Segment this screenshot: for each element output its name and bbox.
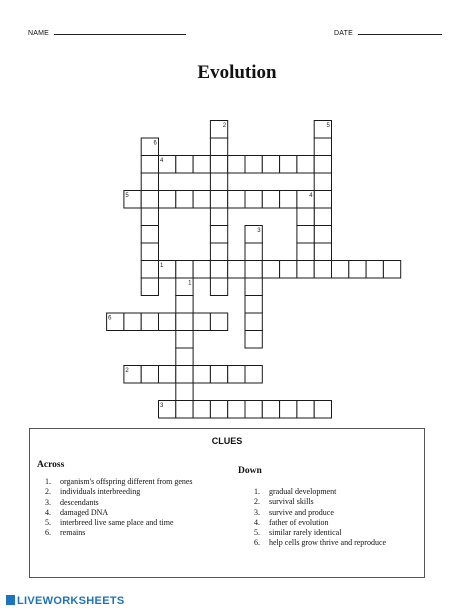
answer-cell[interactable] <box>141 313 158 331</box>
answer-cell[interactable] <box>176 366 193 384</box>
answer-cell[interactable] <box>332 261 349 279</box>
clue-number-down-3: 3 <box>257 228 261 234</box>
answer-cell[interactable] <box>193 261 210 279</box>
answer-cell[interactable] <box>193 313 210 331</box>
clue-text: remains <box>60 528 86 538</box>
clue-number-across-2: 2 <box>125 368 129 374</box>
clue-number-down-6: 6 <box>153 140 157 147</box>
across-clue-3 <box>45 498 235 508</box>
down-clue-3 <box>254 508 424 518</box>
answer-cell[interactable] <box>159 366 176 384</box>
answer-cell[interactable] <box>193 191 210 209</box>
answer-cell[interactable] <box>297 156 314 174</box>
answer-cell[interactable] <box>210 243 227 261</box>
clue-text: gradual development <box>269 487 337 496</box>
answer-cell[interactable] <box>210 313 227 331</box>
clue-number: 5. <box>254 528 260 538</box>
answer-cell[interactable] <box>314 138 331 156</box>
answer-cell[interactable] <box>210 226 227 244</box>
down-clue-4 <box>254 518 424 528</box>
answer-cell[interactable] <box>228 156 245 174</box>
answer-cell[interactable] <box>176 261 193 279</box>
clue-number: 1. <box>45 477 51 486</box>
answer-cell[interactable] <box>280 401 297 419</box>
clue-text: survival skills <box>269 497 314 507</box>
answer-cell[interactable] <box>176 331 193 349</box>
answer-cell[interactable] <box>297 208 314 226</box>
answer-cell[interactable] <box>366 261 383 279</box>
answer-cell[interactable] <box>245 313 262 331</box>
clues-title: CLUES <box>211 436 243 446</box>
answer-cell[interactable] <box>245 261 262 279</box>
answer-cell[interactable] <box>314 208 331 226</box>
clue-text: father of evolution <box>269 517 329 527</box>
liveworksheets-icon <box>6 595 15 605</box>
clue-number-across-4: 4 <box>160 158 164 164</box>
answer-cell[interactable] <box>262 156 279 174</box>
answer-cell[interactable] <box>141 173 158 191</box>
answer-cell[interactable] <box>193 366 210 384</box>
answer-cell[interactable] <box>210 261 227 279</box>
answer-cell[interactable] <box>228 401 245 419</box>
answer-cell[interactable] <box>245 278 262 296</box>
answer-cell[interactable] <box>314 191 331 209</box>
answer-cell[interactable] <box>314 226 331 244</box>
page-title: Evolution <box>197 62 277 83</box>
answer-cell[interactable] <box>210 138 227 156</box>
across-clue-6 <box>45 528 235 538</box>
answer-cell[interactable] <box>141 278 158 296</box>
answer-cell[interactable] <box>176 296 193 314</box>
brand-logo <box>6 595 125 607</box>
down-clue-1 <box>254 487 424 497</box>
answer-cell[interactable] <box>297 261 314 279</box>
answer-cell[interactable] <box>176 191 193 209</box>
answer-cell[interactable] <box>314 243 331 261</box>
answer-cell[interactable] <box>314 261 331 279</box>
answer-cell[interactable] <box>280 261 297 279</box>
clue-number: 2. <box>45 487 51 497</box>
clue-text: individuals interbreeding <box>60 487 141 497</box>
clue-number: 4. <box>254 517 260 527</box>
answer-cell[interactable] <box>280 156 297 174</box>
clue-number: 2. <box>254 497 260 507</box>
answer-cell[interactable] <box>159 313 176 331</box>
answer-cell[interactable] <box>314 401 331 419</box>
answer-cell[interactable] <box>124 313 141 331</box>
answer-cell[interactable] <box>245 191 262 209</box>
clue-number-down-1: 1 <box>188 280 192 287</box>
down-clue-list <box>254 487 424 549</box>
clue-text: survive and produce <box>269 507 334 517</box>
answer-cell[interactable] <box>297 226 314 244</box>
clue-number-across-5: 5 <box>125 193 129 199</box>
clue-number-down-5: 5 <box>326 123 330 129</box>
answer-cell[interactable] <box>280 191 297 209</box>
answer-cell[interactable] <box>159 191 176 209</box>
answer-cell[interactable] <box>176 348 193 366</box>
answer-cell[interactable] <box>210 366 227 384</box>
clue-text: help cells grow thrive and reproduce <box>269 538 387 548</box>
clue-number: 4. <box>45 507 51 517</box>
answer-cell[interactable] <box>141 243 158 261</box>
name-label: NAME <box>28 30 50 37</box>
answer-cell[interactable] <box>228 191 245 209</box>
down-heading: Down <box>238 466 262 476</box>
clue-text: interbreed live same place and time <box>60 518 174 528</box>
answer-cell[interactable] <box>245 243 262 261</box>
answer-cell[interactable] <box>176 156 193 174</box>
answer-cell[interactable] <box>297 243 314 261</box>
clue-text: similar rarely identical <box>269 528 342 538</box>
date-label: DATE <box>334 30 353 37</box>
answer-cell[interactable] <box>262 261 279 279</box>
answer-cell[interactable] <box>228 366 245 384</box>
answer-cell[interactable] <box>349 261 366 279</box>
brand-name: LIVEWORKSHEETS <box>17 595 125 607</box>
clue-number: 3. <box>254 507 260 517</box>
answer-cell[interactable] <box>141 261 158 279</box>
clue-number-across-3: 3 <box>160 403 164 409</box>
down-clue-6 <box>254 538 424 548</box>
clue-text: descendants <box>60 497 99 507</box>
answer-cell[interactable] <box>210 191 227 209</box>
clue-number-across-6: 6 <box>108 315 112 322</box>
clue-number-down-2: 2 <box>222 123 227 129</box>
answer-cell[interactable] <box>176 383 193 401</box>
answer-cell[interactable] <box>297 401 314 419</box>
answer-cell[interactable] <box>141 366 158 384</box>
answer-cell[interactable] <box>193 156 210 174</box>
clues-box <box>29 428 425 578</box>
answer-cell[interactable] <box>210 278 227 296</box>
answer-cell[interactable] <box>210 156 227 174</box>
answer-cell[interactable] <box>210 173 227 191</box>
answer-cell[interactable] <box>314 173 331 191</box>
answer-cell[interactable] <box>228 261 245 279</box>
clue-number: 5. <box>45 518 51 528</box>
answer-cell[interactable] <box>245 366 262 384</box>
clue-number-down-4: 4 <box>309 193 313 199</box>
answer-cell[interactable] <box>176 401 193 419</box>
across-clue-list <box>45 477 235 539</box>
across-heading: Across <box>37 460 65 470</box>
answer-cell[interactable] <box>245 331 262 349</box>
down-clue-2 <box>254 497 424 507</box>
down-clue-5 <box>254 528 424 538</box>
clue-text: organism's offspring different from genes <box>60 477 193 486</box>
clue-number: 6. <box>45 528 51 538</box>
clue-number: 3. <box>45 497 51 507</box>
answer-cell[interactable] <box>245 296 262 314</box>
answer-cell[interactable] <box>210 401 227 419</box>
answer-cell[interactable] <box>193 401 210 419</box>
across-clue-2 <box>45 487 235 497</box>
clue-number: 6. <box>254 538 260 548</box>
across-clue-1 <box>45 477 235 487</box>
across-clue-4 <box>45 508 235 518</box>
answer-cell[interactable] <box>176 313 193 331</box>
answer-cell[interactable] <box>314 156 331 174</box>
answer-cell[interactable] <box>141 226 158 244</box>
answer-cell[interactable] <box>210 208 227 226</box>
across-clue-5 <box>45 518 235 528</box>
answer-cell[interactable] <box>141 208 158 226</box>
clue-number-across-1: 1 <box>160 263 164 269</box>
answer-cell[interactable] <box>141 191 158 209</box>
answer-cell[interactable] <box>245 401 262 419</box>
answer-cell[interactable] <box>141 156 158 174</box>
answer-cell[interactable] <box>262 191 279 209</box>
answer-cell[interactable] <box>245 156 262 174</box>
answer-cell[interactable] <box>383 261 400 279</box>
clue-text: damaged DNA <box>60 507 109 517</box>
answer-cell[interactable] <box>262 401 279 419</box>
clue-number: 1. <box>254 487 260 496</box>
